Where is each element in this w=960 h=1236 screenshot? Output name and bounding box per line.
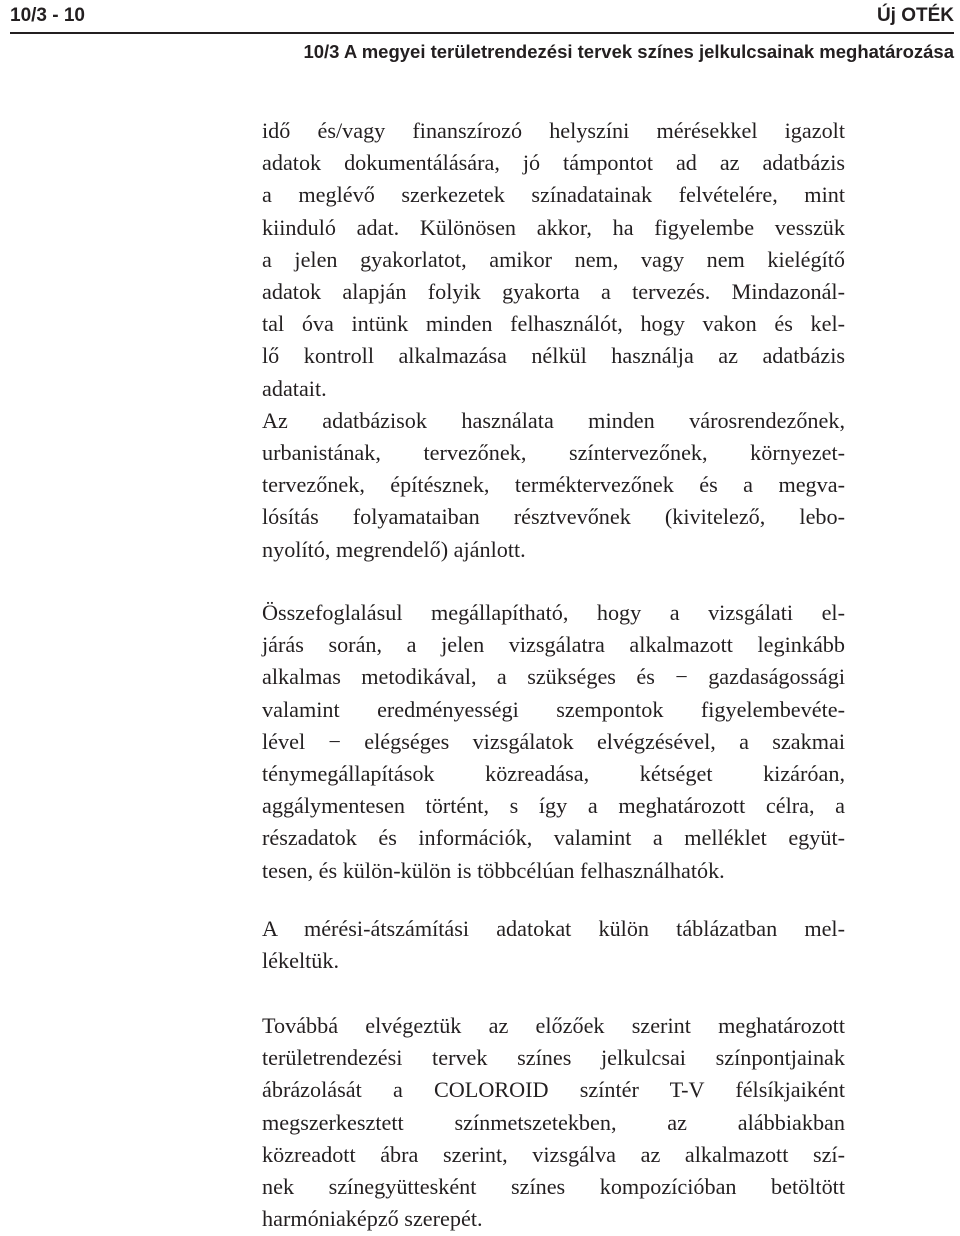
text-line: tal óva intünk minden felhasználót, hogy vakon és kel- bbox=[262, 311, 845, 337]
text-line: urbanistának, tervezőnek, színtervezőnek, környezet- bbox=[262, 440, 845, 466]
page-header bbox=[10, 2, 954, 34]
paragraph-4 bbox=[262, 1010, 845, 1235]
text-line: ábrázolását a COLOROID színtér T-V félsíkjaiként bbox=[262, 1077, 845, 1103]
text-line: közreadott ábra szerint, vizsgálva az alkalmazott szí- bbox=[262, 1141, 845, 1167]
text-line: lével − elégséges vizsgálatok elvégzésével, a szakmai bbox=[262, 728, 845, 754]
text-line: lékeltük. bbox=[262, 948, 340, 974]
text-line: Összefoglalásul megállapítható, hogy a vizsgálati el- bbox=[262, 600, 845, 625]
text-line: alkalmas metodikával, a szükséges és − gazdaságossági bbox=[262, 664, 845, 690]
publication-title: Új OTÉK bbox=[876, 5, 954, 26]
text-line: lő kontroll alkalmazása nélkül használja az adatbázis bbox=[262, 343, 845, 369]
text-line: a jelen gyakorlatot, amikor nem, vagy nem kielégítő bbox=[262, 246, 845, 272]
text-line: aggálymentesen történt, s így a meghatározott célra, a bbox=[262, 793, 845, 819]
text-line: adatok dokumentálására, jó támpontot ad az adatbázis bbox=[262, 150, 845, 176]
text-line: Továbbá elvégeztük az előzőek szerint meghatározott bbox=[262, 1013, 845, 1038]
text-line: nyolító, megrendelő) ajánlott. bbox=[262, 536, 526, 562]
text-line: megszerkesztett színmetszetekben, az alábbiakban bbox=[262, 1109, 845, 1135]
text-line: idő és/vagy finanszírozó helyszíni mérésekkel igazolt bbox=[262, 118, 845, 143]
text-line: részadatok és információk, valamint a melléklet együt- bbox=[262, 825, 845, 851]
text-line: harmóniaképző szerepét. bbox=[262, 1206, 483, 1232]
text-line: adatok alapján folyik gyakorta a tervezés. Mindazonál- bbox=[262, 279, 845, 305]
page-number: 10/3 - 10 bbox=[10, 5, 85, 26]
text-line: területrendezési tervek színes jelkulcsai színpontjainak bbox=[262, 1045, 845, 1071]
text-line: tesen, és külön-külön is többcélúan felhasználhatók. bbox=[262, 857, 725, 883]
text-line: a meglévő szerkezetek színadatainak felvételére, mint bbox=[262, 182, 845, 208]
paragraph-3 bbox=[262, 913, 845, 977]
text-line: valamint eredményességi szempontok figyelembevéte- bbox=[262, 696, 845, 722]
text-line: Az adatbázisok használata minden városrendezőnek, bbox=[262, 407, 845, 433]
text-line: járás során, a jelen vizsgálatra alkalmazott leginkább bbox=[262, 632, 845, 658]
text-line: nek színegyüttesként színes kompozícióban betöltött bbox=[262, 1174, 845, 1200]
text-line: A mérési-átszámítási adatokat külön táblázatban mel- bbox=[262, 916, 845, 941]
text-line: tervezőnek, építésznek, terméktervezőnek és a megva- bbox=[262, 472, 845, 498]
section-title: 10/3 A megyei területrendezési tervek színes jelkulcsainak meghatározása bbox=[303, 41, 954, 62]
text-line: adatait. bbox=[262, 375, 327, 401]
text-line: kiinduló adat. Különösen akkor, ha figyelembe vesszük bbox=[262, 214, 845, 240]
text-line: ténymegállapítások közreadása, kétséget kizáróan, bbox=[262, 761, 845, 787]
text-line: lósítás folyamataiban résztvevőnek (kivitelező, lebo- bbox=[262, 504, 845, 530]
paragraph-1 bbox=[262, 115, 845, 566]
paragraph-2 bbox=[262, 597, 845, 887]
